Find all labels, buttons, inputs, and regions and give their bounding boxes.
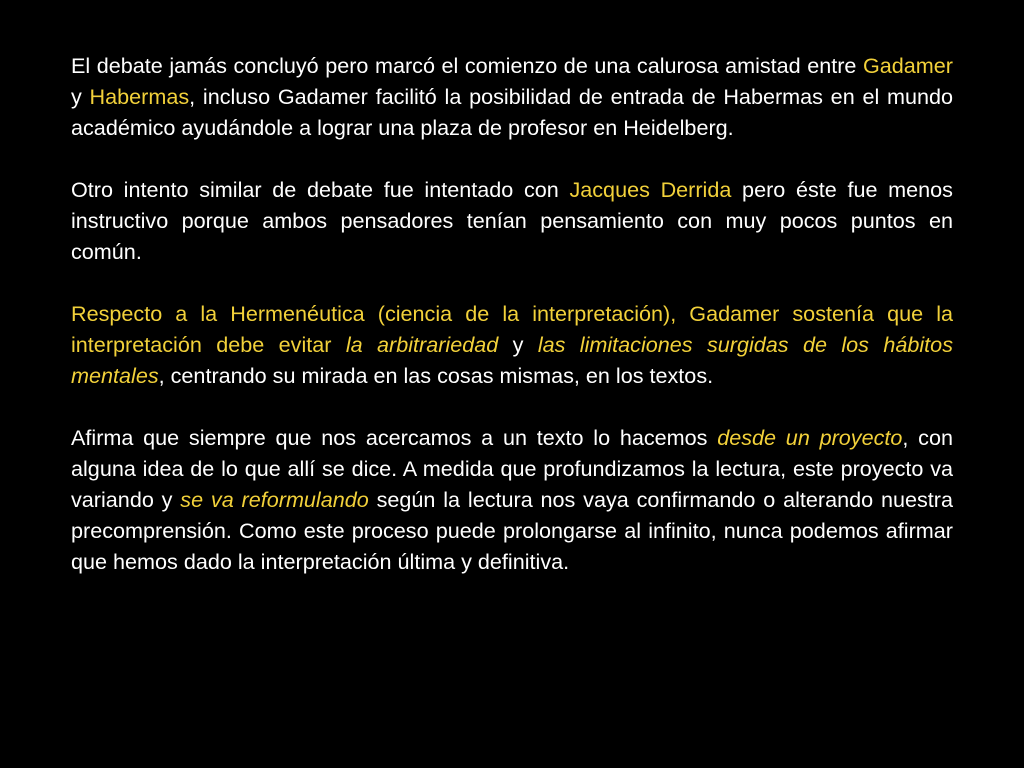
paragraph-hermeneutica <box>71 298 953 391</box>
emphasis-arbitrariedad: la arbitrariedad <box>345 332 499 357</box>
emphasis-se-va-reformulando: se va reformulando <box>180 487 369 512</box>
name-habermas: Habermas <box>89 84 190 109</box>
text-segment: Otro intento similar de debate fue intentado con <box>71 177 570 202</box>
text-segment: , incluso Gadamer facilitó la posibilidad de entrada de Habermas en el mundo académico ayudándole a lograr una plaza de profesor en Heidelberg. <box>71 84 954 140</box>
paragraph-gadamer-habermas <box>71 50 953 143</box>
emphasis-desde-un-proyecto: desde un proyecto <box>717 425 903 450</box>
text-segment: , centrando su mirada en las cosas mismas, en los textos. <box>158 363 714 388</box>
highlight-segment: Respecto a la Hermenéutica (ciencia de la interpretación), Gadamer sostenía que la interpretación debe evitar <box>71 301 953 357</box>
name-gadamer: Gadamer <box>862 53 953 78</box>
text-segment: y <box>498 332 538 357</box>
text-segment: pero éste fue menos instructivo porque ambos pensadores tenían pensamiento con muy pocos puntos en común. <box>71 177 953 264</box>
paragraph-derrida <box>71 174 953 267</box>
text-segment: El debate jamás concluyó pero marcó el comienzo de una calurosa amistad entre <box>71 53 863 78</box>
text-segment: y <box>71 84 90 109</box>
text-segment: , con alguna idea de lo que allí se dice. A medida que profundizamos la lectura, este proyecto va variando y <box>71 425 953 512</box>
slide-body <box>71 50 953 608</box>
emphasis-limitaciones: las limitaciones surgidas de los hábitos mentales <box>71 332 953 388</box>
text-segment: Afirma que siempre que nos acercamos a un texto lo hacemos <box>71 425 718 450</box>
name-derrida: Jacques Derrida <box>569 177 732 202</box>
paragraph-proyecto <box>71 422 953 577</box>
text-segment: según la lectura nos vaya confirmando o alterando nuestra precomprensión. Como este proceso puede prolongarse al infinito, nunca podemos afirmar que hemos dado la interpretación última y definitiva. <box>71 487 953 574</box>
